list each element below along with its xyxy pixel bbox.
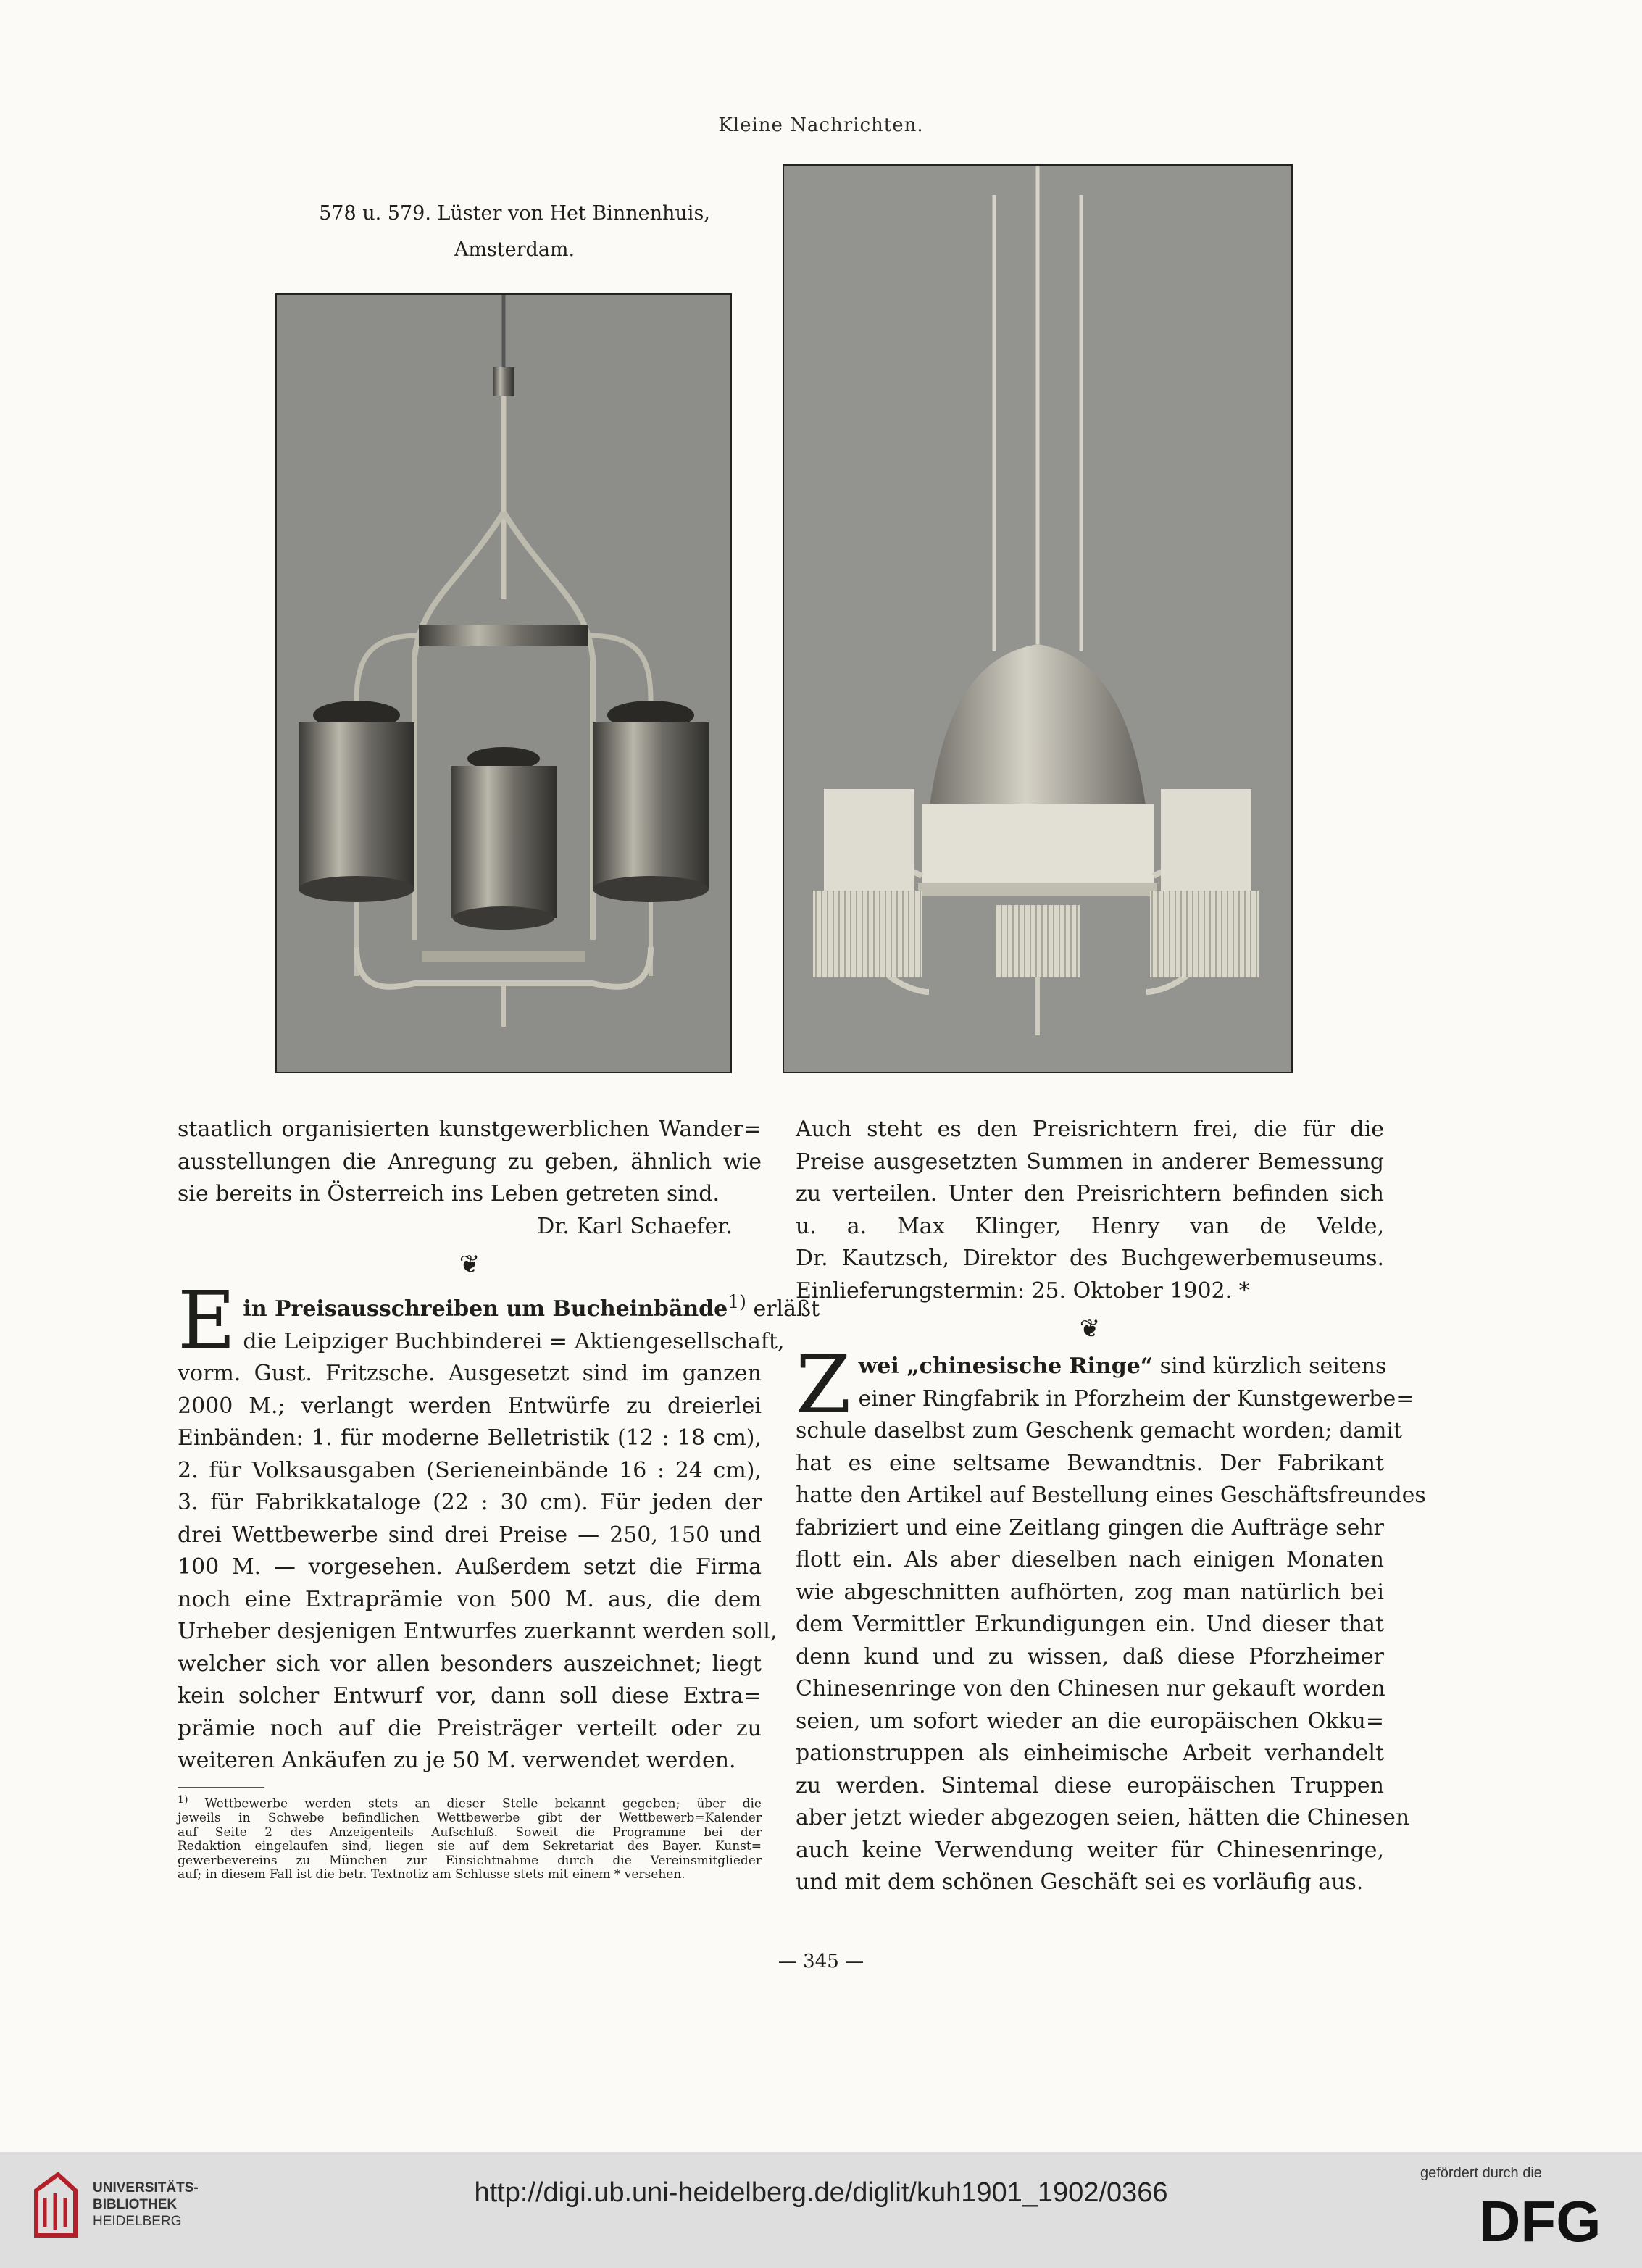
text-line: dem Vermittler Erkundigungen ein. Und dieser that (796, 1612, 1384, 1637)
footnote-reference: 1) (728, 1291, 746, 1312)
text-line: 2. für Volksausgaben (Serieneinbände 16 : 24 cm), (178, 1457, 762, 1483)
text-line: denn kund und zu wissen, daß diese Pforzheimer (796, 1643, 1384, 1669)
footnote-line: auf Seite 2 des Anzeigenteils Aufschluß. Soweit die Programme bei der (178, 1825, 762, 1840)
text-line: flott ein. Als aber dieselben nach einigen Monaten (796, 1547, 1384, 1572)
text-line: Chinesenringe von den Chinesen nur gekauft worden (796, 1676, 1385, 1701)
library-name-line: BIBLIOTHEK (93, 2197, 178, 2212)
text-line: und mit dem schönen Geschäft sei es vorläufig aus. (796, 1869, 1364, 1895)
text-line: die Leipziger Buchbinderei = Aktiengesellschaft, (243, 1328, 785, 1354)
footnote-line: gewerbevereins zu München zur Einsichtnahme durch die Vereinsmitglieder (178, 1853, 762, 1868)
text-line: zu verteilen. Unter den Preisrichtern befinden sich (796, 1181, 1384, 1206)
text-line: kein solcher Entwurf vor, dann soll diese Extra= (178, 1683, 762, 1709)
text-line: Einlieferungstermin: 25. Oktober 1902. * (796, 1277, 1250, 1304)
footnote-line: jeweils in Schwebe befindlichen Wettbewerbe gibt der Wettbewerb=Kalender (178, 1811, 762, 1826)
ornament-divider: ❦ (459, 1250, 480, 1279)
text-line: sie bereits in Österreich ins Leben getreten sind. (178, 1181, 720, 1206)
footnote-line: Wettbewerbe werden stets an dieser Stelle bekannt gegeben; über die (204, 1796, 762, 1812)
text-line: erläßt (746, 1296, 820, 1322)
footnote-line: auf; in diesem Fall ist die betr. Textnotiz am Schlusse stets mit einem * versehen. (178, 1867, 685, 1883)
text-line: hat es eine seltsame Bewandtnis. Der Fabrikant (796, 1450, 1384, 1476)
text-line: hatte den Artikel auf Bestellung eines Geschäftsfreundes (796, 1483, 1426, 1508)
chandelier-photo-578 (275, 293, 732, 1073)
dfg-logo-icon[interactable] (1460, 2192, 1620, 2250)
dfg-logo-text: DFG (1478, 2192, 1601, 2250)
text-line: fabriziert und eine Zeitlang gingen die Aufträge sehr (796, 1514, 1384, 1541)
text-line: Auch steht es den Preisrichtern frei, die für die (796, 1117, 1384, 1142)
text-line: aber jetzt wieder abgezogen seien, hätten die Chinesen (796, 1805, 1410, 1830)
text-line: Dr. Kautzsch, Direktor des Buchgewerbemuseums. (796, 1246, 1384, 1271)
text-line: seien, um sofort wieder an die europäischen Okku= (796, 1708, 1384, 1734)
drop-cap: E (178, 1274, 236, 1367)
footnote-marker: 1) (178, 1794, 188, 1806)
digitization-footer (0, 2152, 1642, 2268)
text-line: schule daselbst zum Geschenk gemacht worden; damit (796, 1418, 1403, 1443)
text-line: staatlich organisierten kunstgewerblichen Wander= (178, 1117, 762, 1142)
left-text-column (178, 1114, 820, 1777)
footnote-rule (178, 1787, 264, 1788)
fringed-shade-right (1150, 789, 1259, 977)
text-line: zu werden. Sintemal diese europäischen Truppen (796, 1772, 1384, 1798)
text-line: Preise ausgesetzten Summen in anderer Bemessung (796, 1148, 1384, 1175)
caption-line: Amsterdam. (454, 238, 575, 261)
running-title: Kleine Nachrichten. (718, 114, 924, 136)
text-line: drei Wettbewerbe sind drei Preise — 250, 150 und (178, 1522, 762, 1548)
lantern-center (451, 747, 557, 930)
text-line: welcher sich vor allen besonders auszeichnet; liegt (178, 1651, 762, 1677)
text-line: wie abgeschnitten aufhörten, zog man natürlich bei (796, 1579, 1384, 1605)
right-text-column (796, 1114, 1426, 1899)
chandelier-illustration (784, 166, 1291, 1072)
article-lead: in Preisausschreiben um Bucheinbände (243, 1296, 728, 1322)
ornament-divider: ❦ (1079, 1314, 1101, 1343)
text-line: sind kürzlich seitens (1153, 1354, 1387, 1379)
text-line: pationstruppen als einheimische Arbeit verhandelt (796, 1740, 1384, 1766)
text-line: einer Ringfabrik in Pforzheim der Kunstgewerbe= (858, 1385, 1414, 1412)
funding-note: gefördert durch die (1420, 2165, 1542, 2181)
text-line: noch eine Extraprämie von 500 M. aus, die dem (178, 1586, 762, 1612)
text-line: u. a. Max Klinger, Henry van de Velde, (796, 1213, 1384, 1239)
text-line: 100 M. — vorgesehen. Außerdem setzt die Firma (178, 1554, 762, 1580)
author-signature: Dr. Karl Schaefer. (537, 1213, 733, 1239)
text-line: Einbänden: 1. für moderne Belletristik (12 : 18 cm), (178, 1425, 762, 1451)
fringed-shade-left (813, 789, 922, 977)
permalink-url[interactable]: http://digi.ub.uni-heidelberg.de/diglit/kuh1901_1902/0366 (474, 2177, 1168, 2208)
chandelier-photo-579 (783, 164, 1293, 1073)
text-line: 2000 M.; verlangt werden Entwürfe zu dreierlei (178, 1393, 762, 1419)
figure-caption (261, 196, 768, 268)
text-line: vorm. Gust. Fritzsche. Ausgesetzt sind im ganzen (178, 1361, 762, 1386)
text-line: ausstellungen die Anregung zu geben, ähnlich wie (178, 1148, 762, 1175)
text-line: auch keine Verwendung weiter für Chinesenringe, (796, 1837, 1384, 1863)
page-number: — 345 — (778, 1951, 864, 1972)
article-chinese-rings (796, 1338, 1426, 1899)
library-name-line: UNIVERSITÄTS- (93, 2180, 199, 2196)
footnote-line: Redaktion eingelaufen sind, liegen sie auf dem Sekretariat des Bayer. Kunst= (178, 1839, 762, 1854)
chandelier-illustration (277, 295, 730, 1072)
caption-line: 578 u. 579. Lüster von Het Binnenhuis, (319, 202, 710, 225)
article-book-cover-competition (178, 1274, 820, 1777)
article-lead: wei „chinesische Ringe“ (858, 1354, 1154, 1379)
text-line: weiteren Ankäufen zu je 50 M. verwendet werden. (178, 1748, 736, 1773)
text-line: Urheber desjenigen Entwurfes zuerkannt werden soll, (178, 1619, 778, 1644)
library-name-line: HEIDELBERG (93, 2214, 182, 2229)
footnote (178, 1793, 762, 1883)
text-line: 3. für Fabrikkataloge (22 : 30 cm). Für jeden der (178, 1490, 762, 1515)
drop-cap: Z (796, 1338, 851, 1431)
text-line: prämie noch auf die Preisträger verteilt oder zu (178, 1715, 762, 1741)
